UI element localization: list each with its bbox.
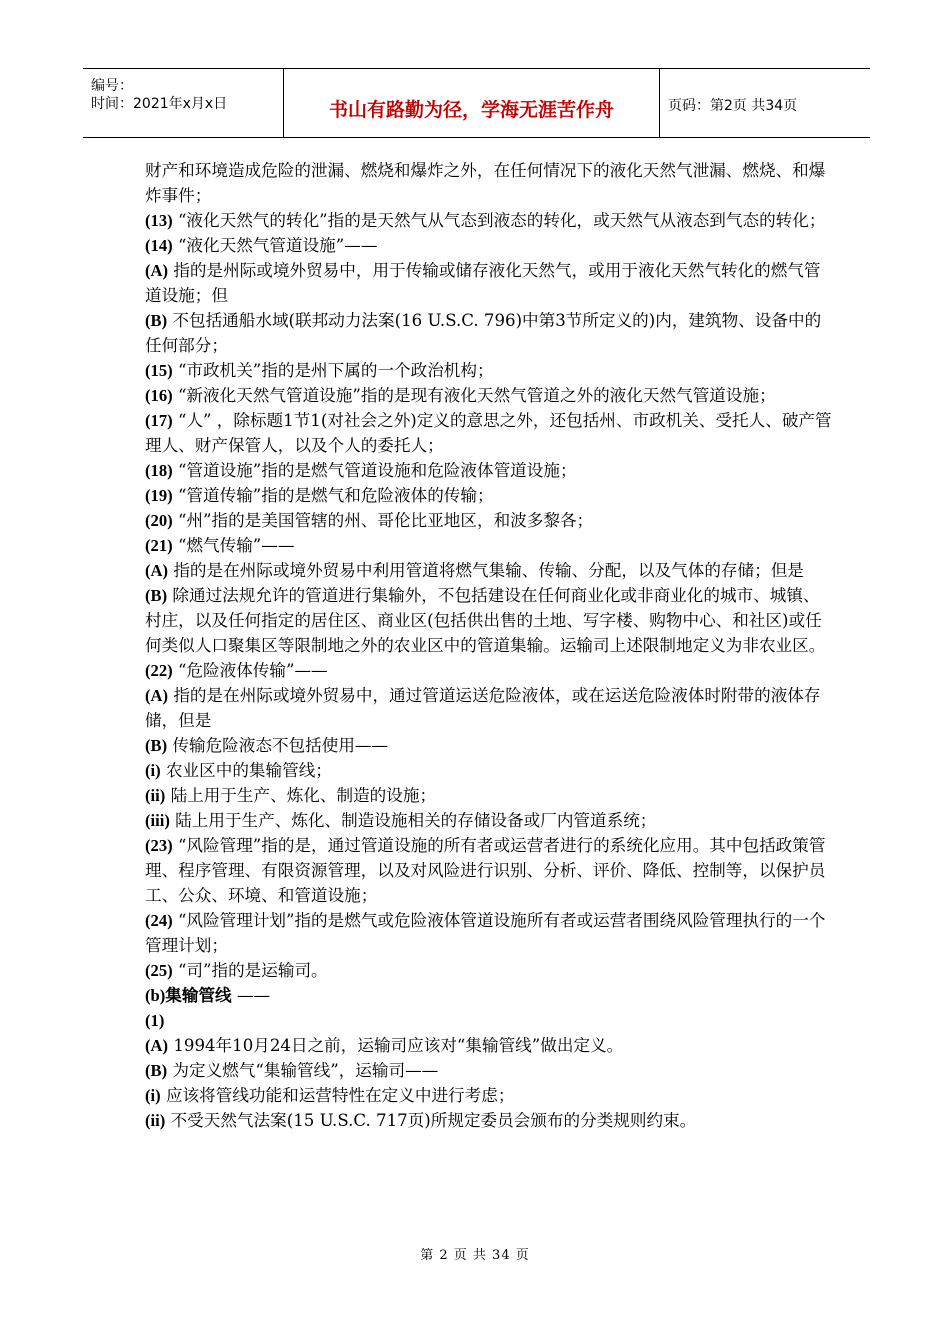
document-body [145,158,835,1133]
clause-number: (iii) [145,811,170,830]
clause-number: (B) [145,586,168,605]
clause-text: “风险管理”指的是，通过管道设施的所有者或运营者进行的系统化应用。其中包括政策管理、程序管理、有限资源管理，以及对风险进行识别、分析、评价、降低、控制等，以保护员工、公众、环境、和管道设施； [145,836,826,905]
clause-text: 除通过法规允许的管道进行集输外，不包括建设在任何商业化或非商业化的城市、城镇、村庄，以及任何指定的居住区、商业区(包括供出售的土地、写字楼、购物中心、和社区)或任何类似人口聚集区等限制地之外的农业区中的管道集输。运输司上述限制地定义为非农业区。 [145,586,826,655]
clause-number: (B) [145,736,168,755]
paragraph [145,208,835,233]
clause-text: “市政机关”指的是州下属的一个政治机构； [177,361,494,380]
paragraph [145,733,835,758]
header-meta-cell [83,69,283,137]
paragraph [145,158,835,208]
page-footer: 第 2 页 共 34 页 [420,1248,530,1263]
clause-text: 陆上用于生产、炼化、制造的设施； [170,786,437,805]
paragraph [145,758,835,783]
paragraph [145,483,835,508]
clause-number: (25) [145,961,173,980]
clause-number: (A) [145,561,169,580]
clause-number: (i) [145,1086,161,1105]
clause-text: “风险管理计划”指的是燃气或危险液体管道设施所有者或运营者围绕风险管理执行的一个管理计划； [145,911,826,955]
clause-text: 不受天然气法案(15 U.S.C. 717页)所规定委员会颁布的分类规则约束。 [170,1111,697,1130]
header-page-number: 页码：第2页 共34页 [668,98,798,114]
clause-text: “液化天然气的转化”指的是天然气从气态到液态的转化，或天然气从液态到气态的转化； [177,211,826,230]
clause-number: (13) [145,211,173,230]
paragraph [145,983,835,1008]
paragraph [145,783,835,808]
paragraph [145,358,835,383]
paragraph [145,958,835,983]
clause-number: (i) [145,761,161,780]
clause-text: “管道设施”指的是燃气管道设施和危险液体管道设施； [177,461,577,480]
header-page-cell [660,69,870,137]
clause-number: (1) [145,1011,165,1030]
paragraph [145,658,835,683]
paragraph [145,1108,835,1133]
clause-text: 农业区中的集输管线； [165,761,332,780]
clause-text: “液化天然气管道设施”—— [177,236,378,255]
clause-number: (A) [145,1036,169,1055]
paragraph [145,383,835,408]
header-motto-cell [284,69,659,137]
clause-text: 不包括通船水域(联邦动力法案(16 U.S.C. 796)中第3节所定义的)内，建筑物、设备中的任何部分； [145,311,822,355]
clause-number: (ii) [145,1111,166,1130]
paragraph [145,583,835,658]
clause-text: 应该将管线功能和运营特性在定义中进行考虑； [165,1086,515,1105]
clause-text: “燃气传输”—— [177,536,295,555]
paragraph [145,508,835,533]
paragraph [145,1083,835,1108]
paragraph [145,908,835,958]
clause-number: (B) [145,1061,168,1080]
clause-number: (A) [145,261,169,280]
paragraph [145,833,835,908]
clause-text: “人” ，除标题1节1(对社会之外)定义的意思之外，还包括州、市政机关、受托人、破产管理人、财产保管人，以及个人的委托人； [145,411,832,455]
clause-number: (B) [145,311,168,330]
clause-text: “州”指的是美国管辖的州、哥伦比亚地区，和波多黎各； [177,511,594,530]
clause-number: (21) [145,536,173,555]
clause-number: (18) [145,461,173,480]
paragraph [145,683,835,733]
clause-number: (19) [145,486,173,505]
clause-text: 指的是在州际或境外贸易中，通过管道运送危险液体，或在运送危险液体时附带的液体存储，但是 [145,686,821,730]
clause-text: 1994年10月24日之前，运输司应该对“集输管线”做出定义。 [173,1036,624,1055]
clause-number: (ii) [145,786,166,805]
clause-number: (14) [145,236,173,255]
clause-number: (24) [145,911,173,930]
header-motto: 书山有路勤为径，学海无涯苦作舟 [328,99,614,121]
paragraph [145,308,835,358]
clause-number: (22) [145,661,173,680]
clause-text: “新液化天然气管道设施”指的是现有液化天然气管道之外的液化天然气管道设施； [177,386,776,405]
clause-text: 指的是在州际或境外贸易中利用管道将燃气集输、传输、分配，以及气体的存储；但是 [173,561,804,580]
clause-text: 陆上用于生产、炼化、制造设施相关的存储设备或厂内管道系统； [175,811,657,830]
paragraph [145,808,835,833]
paragraph [145,233,835,258]
clause-text: 传输危险液态不包括使用—— [172,736,389,755]
paragraph [145,533,835,558]
paragraph [145,458,835,483]
clause-number: (A) [145,686,169,705]
clause-number: (20) [145,511,173,530]
clause-number: (b)集输管线 [145,986,232,1005]
clause-number: (15) [145,361,173,380]
clause-number: (23) [145,836,173,855]
clause-text: 财产和环境造成危险的泄漏、燃烧和爆炸之外，在任何情况下的液化天然气泄漏、燃烧、和爆炸事件； [145,161,826,205]
paragraph [145,1008,835,1033]
paragraph [145,408,835,458]
paragraph [145,1033,835,1058]
clause-text: “司”指的是运输司。 [177,961,328,980]
document-time-label: 时间：2021年x月x日 [91,96,228,112]
clause-number: (16) [145,386,173,405]
paragraph [145,1058,835,1083]
paragraph [145,558,835,583]
page-header [83,68,870,138]
clause-text: 为定义燃气“集输管线”，运输司—— [172,1061,439,1080]
clause-text: 指的是州际或境外贸易中，用于传输或储存液化天然气，或用于液化天然气转化的燃气管道设施；但 [145,261,821,305]
document-code-label: 编号： [91,78,133,94]
clause-number: (17) [145,411,173,430]
paragraph [145,258,835,308]
clause-text: “管道传输”指的是燃气和危险液体的传输； [177,486,494,505]
clause-text: —— [236,986,271,1005]
clause-text: “危险液体传输”—— [177,661,328,680]
